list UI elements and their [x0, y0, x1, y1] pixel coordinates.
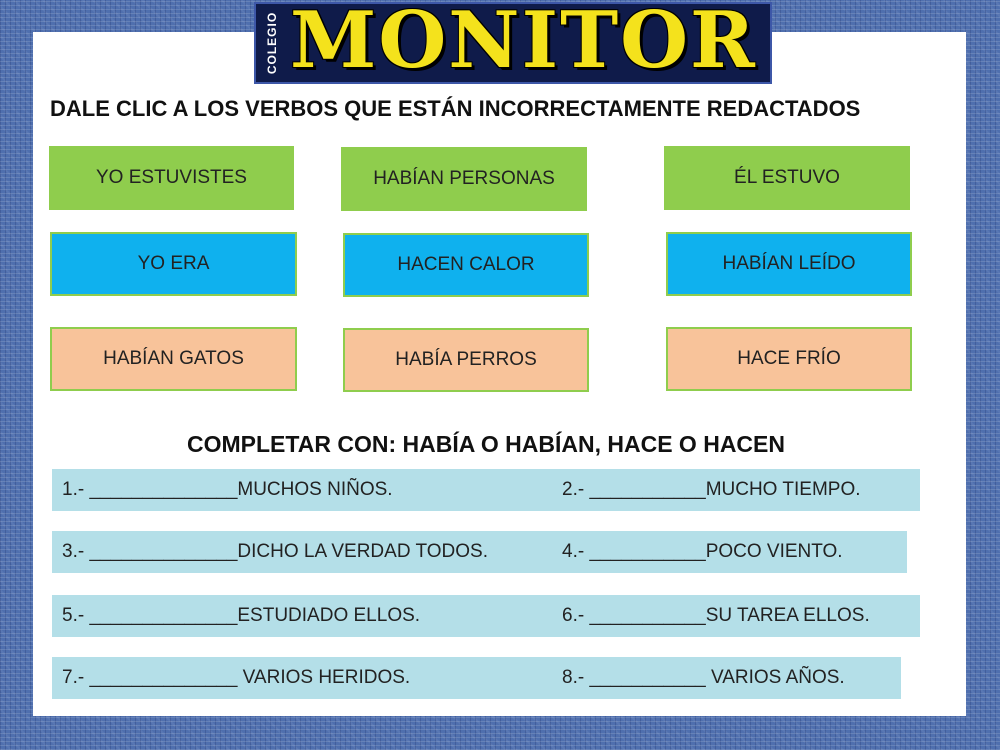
logo-side-text: COLEGIO — [265, 11, 279, 75]
option-button[interactable]: HABÍAN PERSONAS — [341, 147, 587, 211]
exercise-2: 2.- ___________MUCHO TIEMPO. — [562, 479, 861, 500]
option-button[interactable]: HABÍA PERROS — [343, 328, 589, 392]
logo-main-text: MONITOR — [290, 2, 757, 84]
option-button[interactable]: HACE FRÍO — [666, 327, 912, 391]
exercise-1: 1.- ______________MUCHOS NIÑOS. — [62, 479, 393, 500]
complete-instruction-title: COMPLETAR CON: HABÍA O HABÍAN, HACE O HACEN — [187, 431, 785, 457]
exercise-4: 4.- ___________POCO VIENTO. — [562, 541, 843, 562]
option-button[interactable]: YO ERA — [50, 232, 297, 296]
school-logo — [254, 2, 772, 84]
exercise-row — [52, 595, 920, 637]
option-button[interactable]: HABÍAN GATOS — [50, 327, 297, 391]
option-button[interactable]: ÉL ESTUVO — [664, 146, 910, 210]
exercise-row — [52, 531, 907, 573]
option-button[interactable]: HACEN CALOR — [343, 233, 589, 297]
exercise-8: 8.- ___________ VARIOS AÑOS. — [562, 667, 845, 688]
exercise-7: 7.- ______________ VARIOS HERIDOS. — [62, 667, 411, 688]
logo-side-label — [262, 10, 282, 76]
option-button[interactable]: YO ESTUVISTES — [49, 146, 294, 210]
click-instruction-title: DALE CLIC A LOS VERBOS QUE ESTÁN INCORRECTAMENTE REDACTADOS — [50, 96, 861, 121]
exercise-row — [52, 657, 901, 699]
exercise-3: 3.- ______________DICHO LA VERDAD TODOS. — [62, 541, 488, 562]
exercise-row — [52, 469, 920, 511]
option-button[interactable]: HABÍAN LEÍDO — [666, 232, 912, 296]
exercise-6: 6.- ___________SU TAREA ELLOS. — [562, 605, 870, 626]
exercise-5: 5.- ______________ESTUDIADO ELLOS. — [62, 605, 421, 626]
